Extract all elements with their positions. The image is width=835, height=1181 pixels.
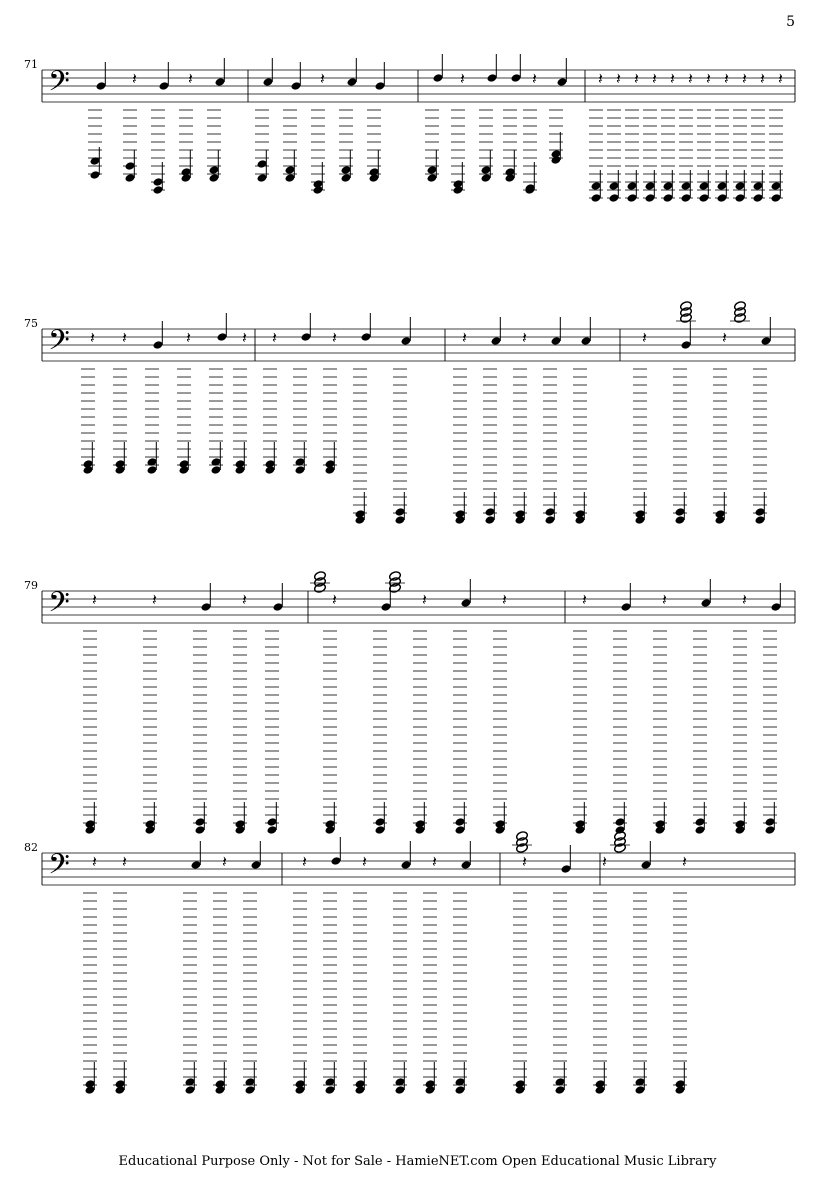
quarter-rest-icon: 𝄽 (122, 852, 127, 871)
note-cluster (183, 841, 201, 1095)
note-cluster (543, 317, 561, 525)
quarter-rest-icon: 𝄽 (652, 69, 657, 88)
note-cluster (353, 852, 367, 1095)
note-cluster (633, 328, 647, 525)
quarter-rest-icon: 𝄽 (522, 328, 527, 347)
note-cluster (693, 579, 711, 835)
note-clusters (81, 54, 783, 1095)
chord-above-staff (610, 831, 630, 854)
note-cluster (263, 328, 277, 475)
quarter-rest-icon: 𝄽 (302, 852, 307, 871)
note-cluster (613, 583, 631, 835)
quarter-rest-icon: 𝄽 (332, 590, 337, 609)
note-cluster (633, 841, 651, 1095)
quarter-rest-icon: 𝄽 (92, 852, 97, 871)
quarter-rest-icon: 𝄽 (362, 852, 367, 871)
quarter-rest-icon: 𝄽 (582, 590, 587, 609)
quarter-rest-icon: 𝄽 (688, 69, 693, 88)
note-cluster (715, 69, 729, 203)
note-cluster (243, 841, 261, 1095)
note-cluster (177, 328, 191, 475)
chord-above-staff (385, 571, 405, 594)
chord-above-staff (512, 831, 532, 854)
quarter-rest-icon: 𝄽 (432, 852, 437, 871)
note-cluster (373, 583, 391, 835)
note-cluster (451, 69, 465, 195)
quarter-rest-icon: 𝄽 (616, 69, 621, 88)
note-cluster (193, 583, 211, 835)
note-cluster (207, 58, 225, 183)
note-cluster (763, 583, 781, 835)
note-cluster (679, 69, 693, 203)
chord-above-staff (676, 301, 696, 324)
measure-number: 82 (24, 841, 38, 854)
note-cluster (523, 69, 537, 195)
note-cluster (453, 579, 471, 835)
note-cluster (213, 852, 227, 1095)
staff-system (42, 65, 795, 105)
quarter-rest-icon: 𝄽 (778, 69, 783, 88)
note-cluster (83, 852, 97, 1095)
note-cluster (479, 54, 497, 183)
quarter-rest-icon: 𝄽 (272, 328, 277, 347)
note-cluster (713, 328, 727, 525)
bass-clef-icon: 𝄢 (48, 324, 70, 364)
note-cluster (549, 58, 567, 165)
bass-clef-icon: 𝄢 (48, 848, 70, 888)
quarter-rest-icon: 𝄽 (742, 69, 747, 88)
note-cluster (323, 328, 337, 475)
quarter-rest-icon: 𝄽 (462, 328, 467, 347)
quarter-rest-icon: 𝄽 (642, 328, 647, 347)
note-cluster (393, 841, 411, 1095)
note-cluster (643, 69, 657, 203)
quarter-rest-icon: 𝄽 (670, 69, 675, 88)
note-cluster (453, 328, 467, 525)
bass-clef-icon: 𝄢 (48, 586, 70, 626)
quarter-rest-icon: 𝄽 (522, 852, 527, 871)
quarter-rest-icon: 𝄽 (320, 69, 325, 88)
quarter-rest-icon: 𝄽 (706, 69, 711, 88)
note-cluster (573, 317, 591, 525)
quarter-rest-icon: 𝄽 (760, 69, 765, 88)
note-cluster (283, 62, 301, 183)
note-cluster (733, 590, 747, 835)
note-cluster (413, 590, 427, 835)
note-cluster (661, 69, 675, 203)
note-cluster (113, 852, 127, 1095)
quarter-rest-icon: 𝄽 (188, 69, 193, 88)
note-cluster (311, 69, 325, 195)
note-cluster (573, 590, 587, 835)
note-cluster (323, 590, 337, 835)
note-cluster (88, 62, 106, 180)
chord-above-staff (310, 571, 330, 594)
note-cluster (83, 590, 97, 835)
measure-number: 71 (24, 58, 38, 71)
note-cluster (145, 321, 163, 475)
note-cluster (423, 852, 437, 1095)
note-cluster (255, 58, 273, 183)
note-cluster (673, 321, 691, 525)
note-cluster (81, 328, 95, 475)
note-cluster (769, 69, 783, 203)
note-cluster (233, 590, 247, 835)
note-cluster (607, 69, 621, 203)
quarter-rest-icon: 𝄽 (152, 590, 157, 609)
quarter-rest-icon: 𝄽 (222, 852, 227, 871)
quarter-rest-icon: 𝄽 (502, 590, 507, 609)
note-cluster (425, 54, 443, 183)
quarter-rest-icon: 𝄽 (602, 852, 607, 871)
quarter-rest-icon: 𝄽 (422, 590, 427, 609)
note-cluster (265, 583, 283, 835)
note-cluster (625, 69, 639, 203)
chord-above-staff (730, 301, 750, 324)
quarter-rest-icon: 𝄽 (186, 328, 191, 347)
note-cluster (513, 852, 527, 1095)
note-cluster (751, 69, 765, 203)
note-cluster (453, 841, 471, 1095)
note-cluster (339, 58, 357, 183)
note-cluster (113, 328, 127, 475)
measure-number: 79 (24, 579, 38, 592)
note-cluster (151, 62, 169, 195)
footer-text: Educational Purpose Only - Not for Sale - HamieNET.com Open Educational Music Library (118, 1154, 717, 1169)
note-cluster (367, 62, 385, 183)
note-cluster (653, 590, 667, 835)
note-cluster (593, 852, 607, 1095)
note-cluster (483, 317, 501, 525)
note-cluster (673, 852, 687, 1095)
note-cluster (733, 69, 747, 203)
note-cluster (143, 590, 157, 835)
note-cluster (513, 328, 527, 525)
quarter-rest-icon: 𝄽 (332, 328, 337, 347)
quarter-rest-icon: 𝄽 (682, 852, 687, 871)
quarter-rest-icon: 𝄽 (460, 69, 465, 88)
quarter-rest-icon: 𝄽 (242, 590, 247, 609)
note-cluster (503, 54, 521, 183)
note-cluster (697, 69, 711, 203)
quarter-rest-icon: 𝄽 (634, 69, 639, 88)
note-cluster (589, 69, 603, 203)
quarter-rest-icon: 𝄽 (242, 328, 247, 347)
note-cluster (293, 852, 307, 1095)
note-cluster (493, 590, 507, 835)
measure-number: 75 (24, 317, 38, 330)
quarter-rest-icon: 𝄽 (122, 328, 127, 347)
quarter-rest-icon: 𝄽 (92, 590, 97, 609)
quarter-rest-icon: 𝄽 (90, 328, 95, 347)
note-cluster (553, 845, 571, 1095)
quarter-rest-icon: 𝄽 (724, 69, 729, 88)
note-cluster (753, 317, 771, 525)
quarter-rest-icon: 𝄽 (132, 69, 137, 88)
note-cluster (393, 317, 411, 525)
quarter-rest-icon: 𝄽 (598, 69, 603, 88)
quarter-rest-icon: 𝄽 (532, 69, 537, 88)
quarter-rest-icon: 𝄽 (742, 590, 747, 609)
quarter-rest-icon: 𝄽 (662, 590, 667, 609)
bass-clef-icon: 𝄢 (48, 65, 70, 105)
note-cluster (233, 328, 247, 475)
quarter-rest-icon: 𝄽 (722, 328, 727, 347)
note-cluster (323, 837, 341, 1095)
page-number: 5 (786, 14, 795, 30)
